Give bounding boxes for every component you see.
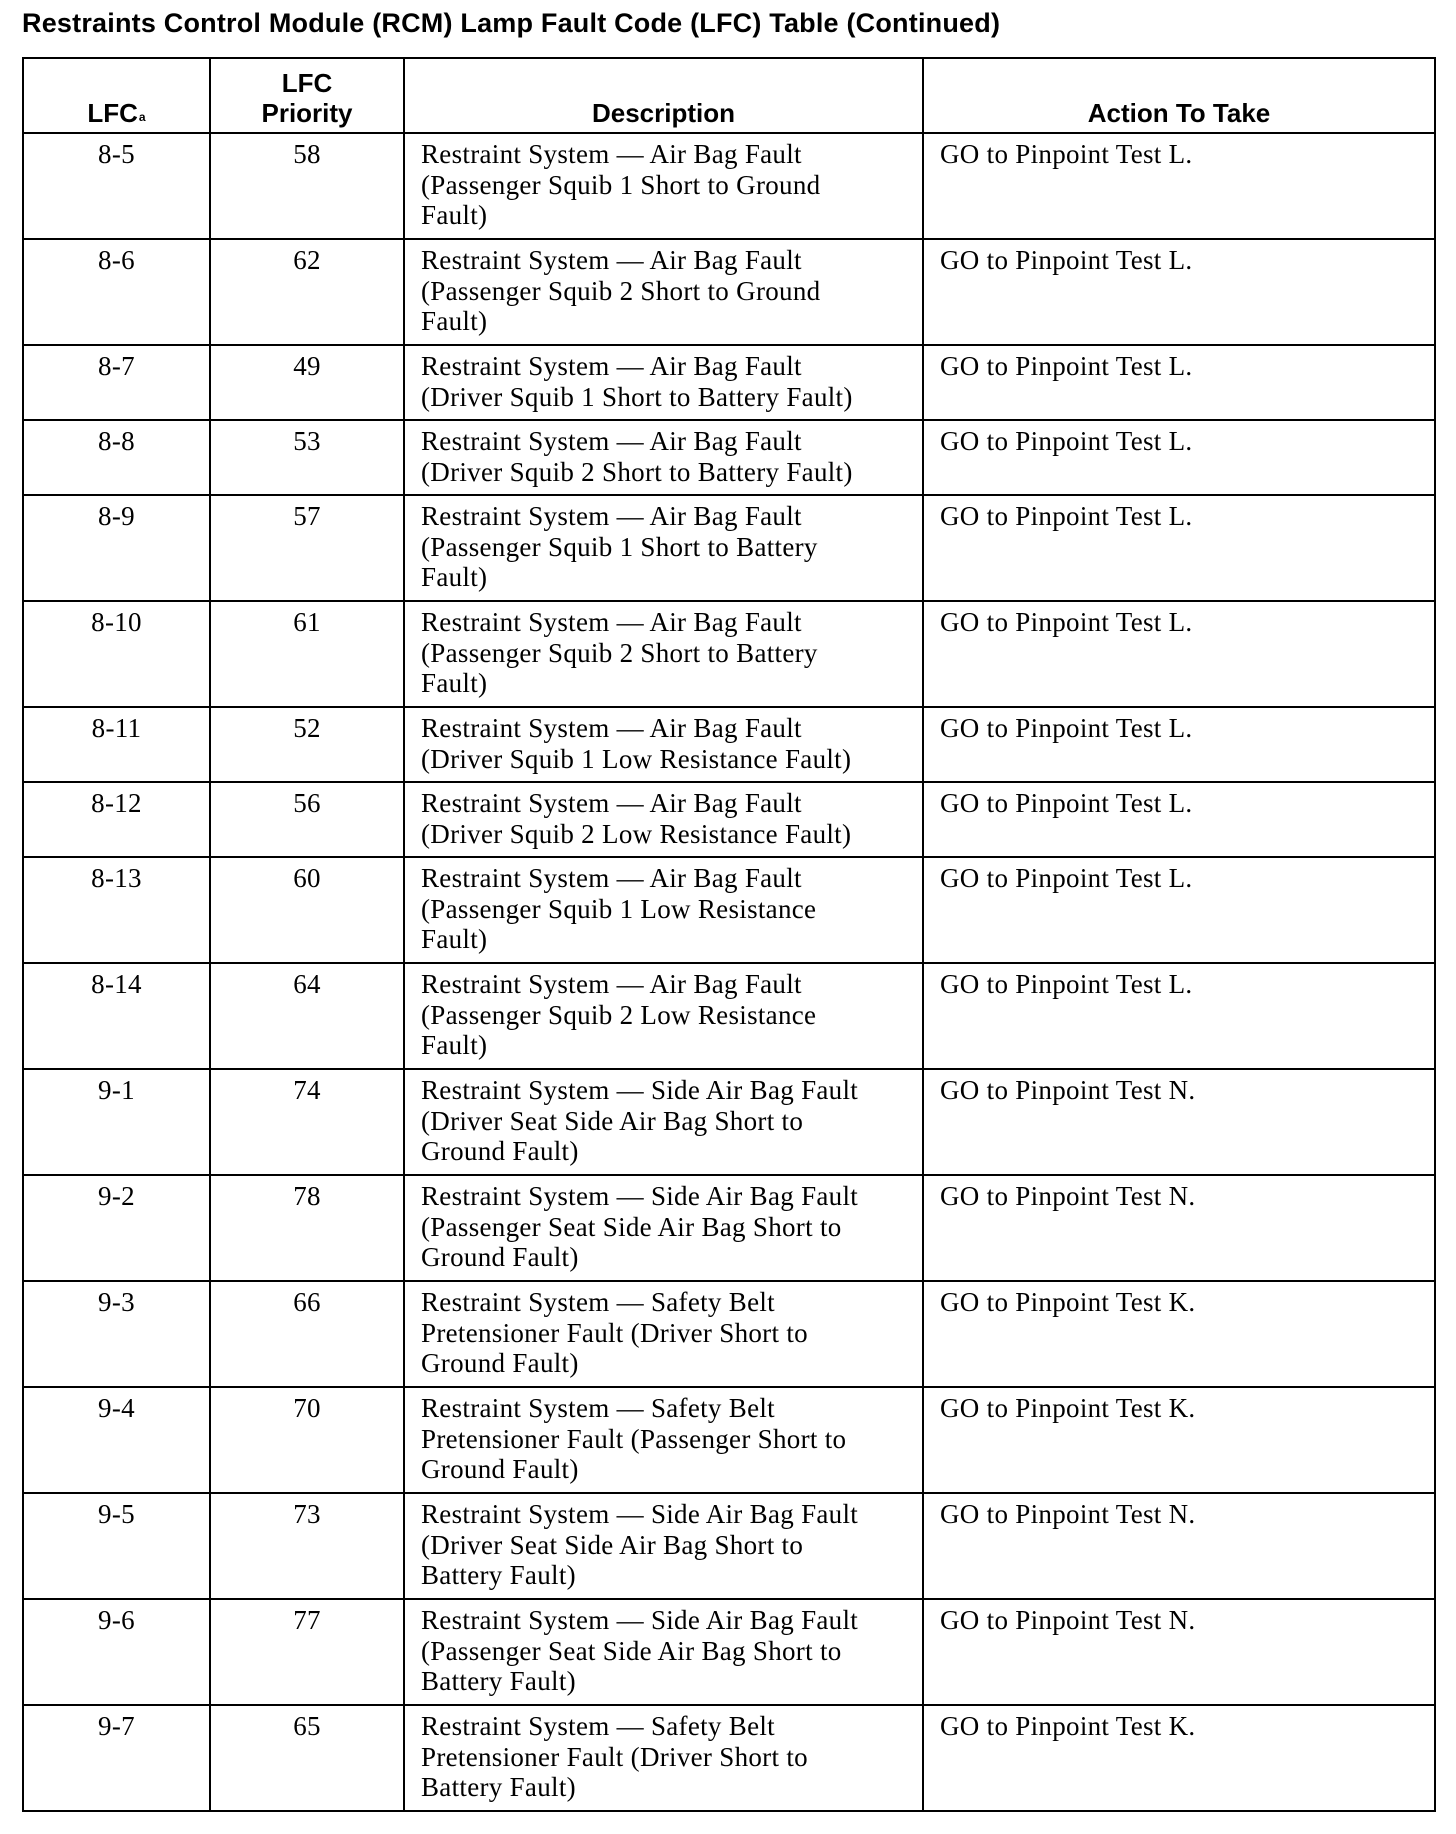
description-line: Fault) xyxy=(421,200,488,230)
table-row xyxy=(23,963,1435,1069)
description-line: Ground Fault) xyxy=(421,1136,579,1166)
description-line: Restraint System — Safety Belt xyxy=(421,1393,775,1423)
lfc-priority-cell: 53 xyxy=(210,420,404,495)
description-line: (Driver Seat Side Air Bag Short to xyxy=(421,1105,804,1136)
description-cell xyxy=(404,345,923,420)
description-cell xyxy=(404,495,923,601)
description-line: Restraint System — Air Bag Fault xyxy=(421,969,802,999)
description-line: (Driver Seat Side Air Bag Short to xyxy=(421,1529,804,1560)
table-body xyxy=(23,133,1435,1811)
lfc-code-cell: 9-6 xyxy=(23,1599,210,1705)
description-line: (Passenger Seat Side Air Bag Short to xyxy=(421,1211,842,1242)
description-line: Restraint System — Safety Belt xyxy=(421,1711,775,1741)
action-cell: GO to Pinpoint Test L. xyxy=(923,495,1435,601)
description-cell xyxy=(404,1175,923,1281)
lfc-priority-cell: 66 xyxy=(210,1281,404,1387)
action-cell: GO to Pinpoint Test K. xyxy=(923,1281,1435,1387)
table-row xyxy=(23,782,1435,857)
action-cell: GO to Pinpoint Test N. xyxy=(923,1069,1435,1175)
table-row xyxy=(23,707,1435,782)
description-line: Pretensioner Fault (Driver Short to xyxy=(421,1317,808,1348)
table-row xyxy=(23,420,1435,495)
action-cell: GO to Pinpoint Test K. xyxy=(923,1387,1435,1493)
lfc-priority-cell: 56 xyxy=(210,782,404,857)
action-cell: GO to Pinpoint Test N. xyxy=(923,1175,1435,1281)
description-line: (Passenger Squib 2 Short to Battery xyxy=(421,637,818,668)
lfc-code-cell: 8-14 xyxy=(23,963,210,1069)
description-line: Restraint System — Side Air Bag Fault xyxy=(421,1605,859,1635)
lfc-priority-cell: 60 xyxy=(210,857,404,963)
description-line: Pretensioner Fault (Driver Short to xyxy=(421,1741,808,1772)
lfc-code-cell: 9-5 xyxy=(23,1493,210,1599)
description-line: (Passenger Squib 1 Short to Ground xyxy=(421,169,821,200)
table-row xyxy=(23,1599,1435,1705)
lfc-code-cell: 8-13 xyxy=(23,857,210,963)
description-cell xyxy=(404,1705,923,1811)
lfc-code-cell: 8-7 xyxy=(23,345,210,420)
description-cell xyxy=(404,857,923,963)
table-header-row xyxy=(23,58,1435,133)
lfc-priority-cell: 70 xyxy=(210,1387,404,1493)
description-cell xyxy=(404,1599,923,1705)
column-header-priority-line1: LFC xyxy=(281,68,333,98)
table-row xyxy=(23,601,1435,707)
description-line: Battery Fault) xyxy=(421,1560,576,1590)
lfc-code-cell: 9-7 xyxy=(23,1705,210,1811)
lfc-priority-cell: 65 xyxy=(210,1705,404,1811)
lfc-code-cell: 9-3 xyxy=(23,1281,210,1387)
action-cell: GO to Pinpoint Test L. xyxy=(923,707,1435,782)
lfc-priority-cell: 58 xyxy=(210,133,404,239)
description-line: Restraint System — Air Bag Fault xyxy=(421,788,802,818)
description-cell xyxy=(404,1493,923,1599)
description-line: (Passenger Seat Side Air Bag Short to xyxy=(421,1635,842,1666)
table-row xyxy=(23,1175,1435,1281)
action-cell: GO to Pinpoint Test L. xyxy=(923,133,1435,239)
lfc-priority-cell: 77 xyxy=(210,1599,404,1705)
column-header-description: Description xyxy=(404,58,923,133)
action-cell: GO to Pinpoint Test N. xyxy=(923,1493,1435,1599)
lfc-code-cell: 8-5 xyxy=(23,133,210,239)
description-line: (Passenger Squib 2 Low Resistance xyxy=(421,999,817,1030)
table-row xyxy=(23,1281,1435,1387)
action-cell: GO to Pinpoint Test L. xyxy=(923,239,1435,345)
description-line: Restraint System — Air Bag Fault xyxy=(421,607,802,637)
description-line: Ground Fault) xyxy=(421,1454,579,1484)
lfc-code-cell: 9-1 xyxy=(23,1069,210,1175)
action-cell: GO to Pinpoint Test L. xyxy=(923,345,1435,420)
description-cell xyxy=(404,1069,923,1175)
description-line: Restraint System — Side Air Bag Fault xyxy=(421,1499,859,1529)
table-row xyxy=(23,345,1435,420)
action-cell: GO to Pinpoint Test N. xyxy=(923,1599,1435,1705)
column-header-priority-line2: Priority xyxy=(261,98,353,128)
description-line: Restraint System — Air Bag Fault xyxy=(421,139,802,169)
description-line: Restraint System — Air Bag Fault xyxy=(421,501,802,531)
lfc-code-cell: 9-2 xyxy=(23,1175,210,1281)
description-line: Restraint System — Side Air Bag Fault xyxy=(421,1181,859,1211)
lfc-priority-cell: 64 xyxy=(210,963,404,1069)
description-line: Restraint System — Safety Belt xyxy=(421,1287,775,1317)
description-cell xyxy=(404,707,923,782)
action-cell: GO to Pinpoint Test L. xyxy=(923,963,1435,1069)
lfc-priority-cell: 74 xyxy=(210,1069,404,1175)
description-line: Pretensioner Fault (Passenger Short to xyxy=(421,1423,847,1454)
description-cell xyxy=(404,1387,923,1493)
table-row xyxy=(23,1493,1435,1599)
description-line: (Passenger Squib 1 Short to Battery xyxy=(421,531,818,562)
action-cell: GO to Pinpoint Test L. xyxy=(923,420,1435,495)
action-cell: GO to Pinpoint Test L. xyxy=(923,782,1435,857)
lfc-code-cell: 8-9 xyxy=(23,495,210,601)
table-row xyxy=(23,1069,1435,1175)
table-row xyxy=(23,857,1435,963)
lfc-code-cell: 9-4 xyxy=(23,1387,210,1493)
description-line: Fault) xyxy=(421,562,488,592)
lfc-priority-cell: 62 xyxy=(210,239,404,345)
lfc-code-cell: 8-11 xyxy=(23,707,210,782)
description-cell xyxy=(404,782,923,857)
lfc-code-cell: 8-6 xyxy=(23,239,210,345)
lfc-priority-cell: 49 xyxy=(210,345,404,420)
description-line: (Passenger Squib 1 Low Resistance xyxy=(421,893,817,924)
action-cell: GO to Pinpoint Test L. xyxy=(923,601,1435,707)
description-line: Restraint System — Air Bag Fault xyxy=(421,863,802,893)
lfc-code-cell: 8-8 xyxy=(23,420,210,495)
description-cell xyxy=(404,963,923,1069)
description-line: Fault) xyxy=(421,306,488,336)
table-row xyxy=(23,133,1435,239)
lfc-code-cell: 8-12 xyxy=(23,782,210,857)
column-header-action: Action To Take xyxy=(923,58,1435,133)
description-line: Fault) xyxy=(421,924,488,954)
column-header-priority xyxy=(210,58,404,133)
column-header-lfc-label: LFC xyxy=(87,98,138,128)
description-cell xyxy=(404,239,923,345)
description-line: (Driver Squib 2 Short to Battery Fault) xyxy=(421,456,853,487)
description-line: Restraint System — Air Bag Fault xyxy=(421,713,802,743)
table-row xyxy=(23,1387,1435,1493)
description-line: Restraint System — Air Bag Fault xyxy=(421,426,802,456)
description-line: Restraint System — Side Air Bag Fault xyxy=(421,1075,859,1105)
table-row xyxy=(23,1705,1435,1811)
description-line: (Driver Squib 1 Low Resistance Fault) xyxy=(421,743,852,774)
lfc-priority-cell: 61 xyxy=(210,601,404,707)
table-row xyxy=(23,495,1435,601)
lfc-priority-cell: 57 xyxy=(210,495,404,601)
lfc-priority-cell: 73 xyxy=(210,1493,404,1599)
description-line: Battery Fault) xyxy=(421,1666,576,1696)
description-line: Battery Fault) xyxy=(421,1772,576,1802)
action-cell: GO to Pinpoint Test L. xyxy=(923,857,1435,963)
description-cell xyxy=(404,601,923,707)
lfc-table xyxy=(22,57,1436,1812)
description-cell xyxy=(404,420,923,495)
description-line: (Driver Squib 1 Short to Battery Fault) xyxy=(421,381,853,412)
description-cell xyxy=(404,133,923,239)
lfc-priority-cell: 52 xyxy=(210,707,404,782)
lfc-priority-cell: 78 xyxy=(210,1175,404,1281)
action-cell: GO to Pinpoint Test K. xyxy=(923,1705,1435,1811)
description-line: Fault) xyxy=(421,1030,488,1060)
lfc-code-cell: 8-10 xyxy=(23,601,210,707)
description-line: (Passenger Squib 2 Short to Ground xyxy=(421,275,821,306)
description-line: (Driver Squib 2 Low Resistance Fault) xyxy=(421,818,852,849)
description-line: Ground Fault) xyxy=(421,1242,579,1272)
description-line: Ground Fault) xyxy=(421,1348,579,1378)
footnote-marker: a xyxy=(138,110,146,124)
description-line: Restraint System — Air Bag Fault xyxy=(421,351,802,381)
table-row xyxy=(23,239,1435,345)
description-line: Fault) xyxy=(421,668,488,698)
description-line: Restraint System — Air Bag Fault xyxy=(421,245,802,275)
page-title: Restraints Control Module (RCM) Lamp Fault Code (LFC) Table (Continued) xyxy=(22,8,1001,38)
description-cell xyxy=(404,1281,923,1387)
column-header-lfc xyxy=(23,58,210,133)
